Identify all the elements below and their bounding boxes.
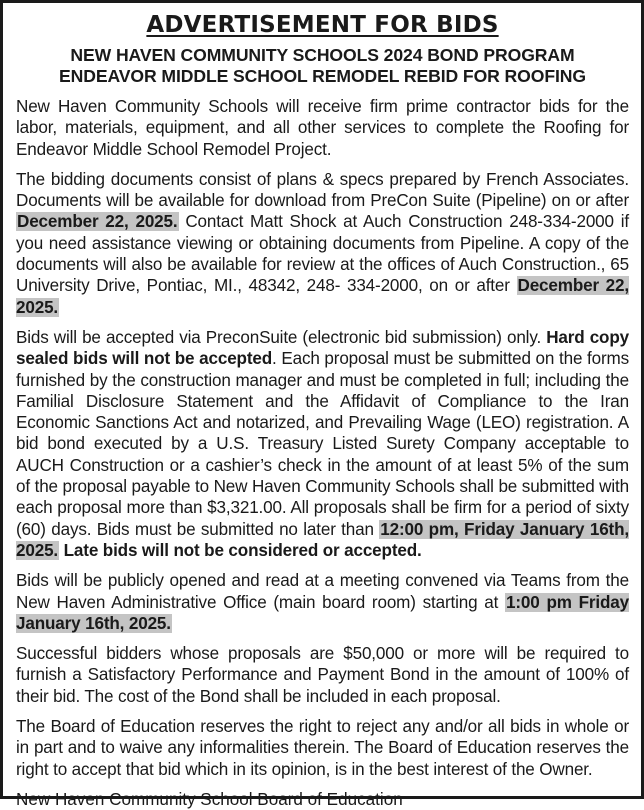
bond-text: Successful bidders whose proposals are $50,000 or more will be required to furnish a Satisfactory Performance and Payment Bond in the amount of 100% of their bid. The cost of the Bond shall be included in each proposal. bbox=[16, 644, 629, 706]
paragraph-documents bbox=[16, 169, 629, 318]
rights-text: The Board of Education reserves the right to reject any and/or all bids in whole or in part and to waive any informalities therein. The Board of Education reserves the right to accept that bid which in its opinion, is in the best interest of the Owner. bbox=[16, 717, 629, 779]
paragraph-submission bbox=[16, 327, 629, 561]
documents-date-highlight-1: December 22, 2025. bbox=[17, 212, 178, 232]
subtitle-line-2: ENDEAVOR MIDDLE SCHOOL REMODEL REBID FOR ROOFING bbox=[59, 66, 586, 86]
deadline-highlight: 12:00 pm, Friday January 16th, 2025. bbox=[16, 519, 629, 560]
opening-text: Bids will be publicly opened and read at a meeting convened via Teams from the New Haven Administrative Office (main board room) starting at bbox=[16, 571, 629, 612]
paragraph-rights bbox=[16, 716, 629, 780]
opening-time-highlight: 1:00 pm Friday January 16th, 2025. bbox=[16, 592, 629, 633]
documents-date-highlight-2: December 22, 2025. bbox=[16, 276, 629, 317]
submission-text-2: . Each proposal must be submitted on the forms furnished by the construction manager and must be completed in full; including the Familial Disclosure Statement and the Affidavit of Compliance to the Iran Economic Sanctions Act and notarized, and Prevailing Wage (LEO) registration. A bid bond executed by a U.S. Treasury Listed Surety Company acceptable to AUCH Construction or a cashier’s check in the amount of at least 5% of the sum of the proposal payable to New Haven Community Schools shall be submitted with each proposal more than $3,321.00. All proposals shall be firm for a period of sixty (60) days. Bids must be submitted no later than bbox=[16, 349, 629, 539]
signature: New Haven Community School Board of Education bbox=[16, 789, 403, 809]
page-title: ADVERTISEMENT FOR BIDS bbox=[146, 12, 499, 38]
late-bids-notice: Late bids will not be considered or accepted. bbox=[59, 540, 422, 560]
submission-text-1: Bids will be accepted via PreconSuite (electronic bid submission) only. bbox=[16, 327, 547, 347]
intro-text: New Haven Community Schools will receive firm prime contractor bids for the labor, materials, equipment, and all other services to complete the Roofing for Endeavor Middle School Remodel Project. bbox=[16, 97, 629, 159]
subtitle-line-1: NEW HAVEN COMMUNITY SCHOOLS 2024 BOND PROGRAM bbox=[70, 45, 575, 65]
hard-copy-notice: Hard copy sealed bids will not be accepted bbox=[16, 327, 629, 369]
documents-text-2: Contact Matt Shock at Auch Construction 248-334-2000 if you need assistance viewing or obtaining documents from Pipeline. A copy of the documents will also be available for review at the offices of Auch Construction., 65 University Drive, Pontiac, MI., 48342, 248- 334-2000, on or after bbox=[16, 212, 629, 296]
paragraph-opening bbox=[16, 570, 629, 634]
paragraph-bond bbox=[16, 643, 629, 707]
documents-text-1: The bidding documents consist of plans & specs prepared by French Associates. Documents will be available for download from PreCon Suite (Pipeline) on or after bbox=[16, 169, 629, 211]
paragraph-intro bbox=[16, 96, 629, 160]
